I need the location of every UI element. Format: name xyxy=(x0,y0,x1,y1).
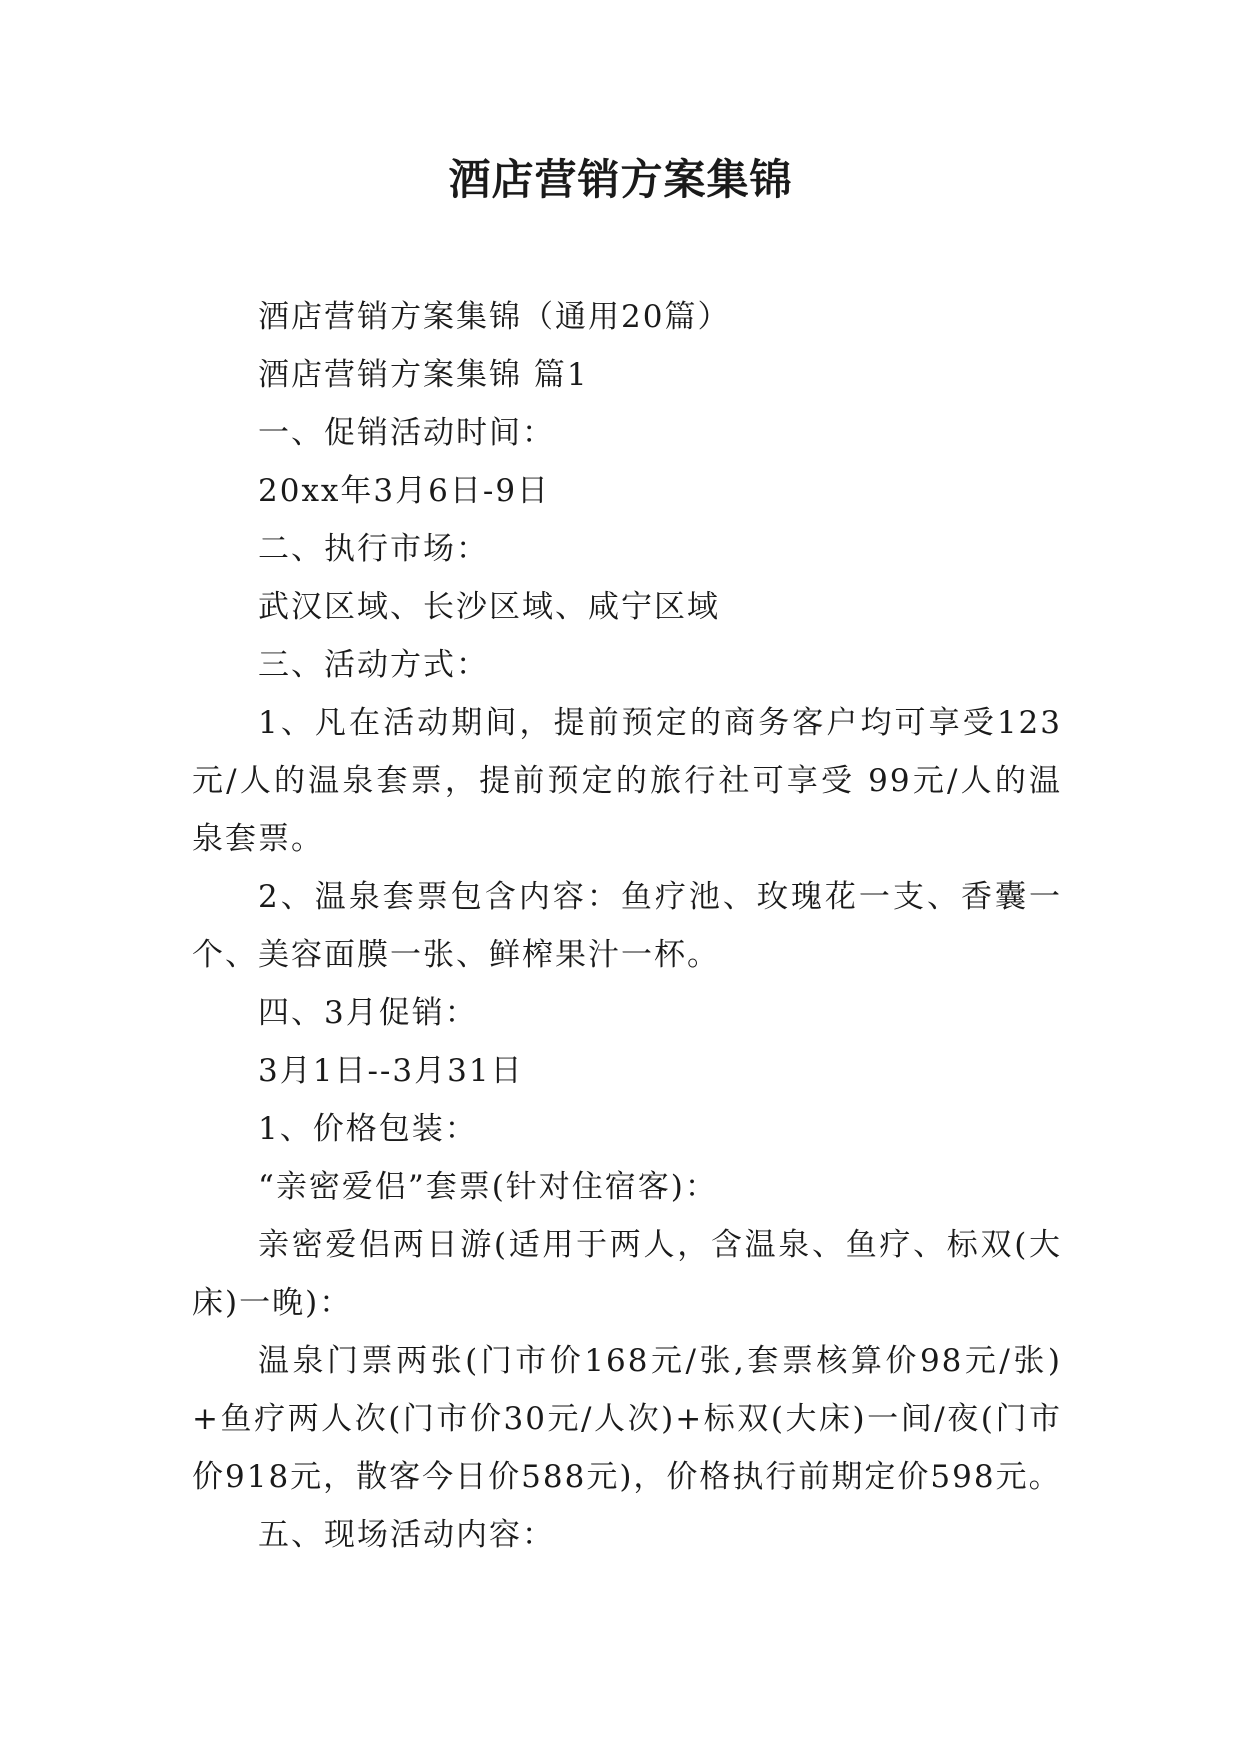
paragraph-section-1-heading: 一、促销活动时间： xyxy=(258,415,555,451)
paragraph-collection-title: 酒店营销方案集锦（通用20篇） xyxy=(258,299,731,335)
paragraph-price-package: 1、价格包装： xyxy=(258,1111,478,1147)
paragraph-offer-1: 1、凡在活动期间，提前预定的商务客户均可享受123元/人的温泉套票，提前预定的旅行社可享受 99元/人的温泉套票。 xyxy=(192,705,1062,857)
paragraph-march-dates: 3月1日--3月31日 xyxy=(258,1053,524,1089)
document-body xyxy=(192,288,1062,1564)
paragraph-couple-package: “亲密爱侣”套票(针对住宿客)： xyxy=(258,1169,718,1205)
paragraph-section-4-heading: 四、3月促销： xyxy=(258,995,478,1031)
paragraph-package-pricing: 温泉门票两张(门市价168元/张,套票核算价98元/张)+鱼疗两人次(门市价30元/人次)+标双(大床)一间/夜(门市价918元，散客今日价588元)，价格执行前期定价598元。 xyxy=(192,1343,1062,1495)
paragraph-promotion-dates: 20xx年3月6日-9日 xyxy=(258,473,551,509)
paragraph-section-5-heading: 五、现场活动内容： xyxy=(258,1517,555,1553)
document-title: 酒店营销方案集锦 xyxy=(448,155,793,204)
paragraph-markets: 武汉区域、长沙区域、咸宁区域 xyxy=(258,589,720,625)
paragraph-section-2-heading: 二、执行市场： xyxy=(258,531,489,567)
paragraph-offer-2: 2、温泉套票包含内容：鱼疗池、玫瑰花一支、香囊一个、美容面膜一张、鲜榨果汁一杯。 xyxy=(192,879,1062,973)
paragraph-section-3-heading: 三、活动方式： xyxy=(258,647,489,683)
paragraph-article-heading: 酒店营销方案集锦 篇1 xyxy=(258,357,589,393)
paragraph-two-day-tour: 亲密爱侣两日游(适用于两人，含温泉、鱼疗、标双(大床)一晚)： xyxy=(192,1227,1062,1321)
